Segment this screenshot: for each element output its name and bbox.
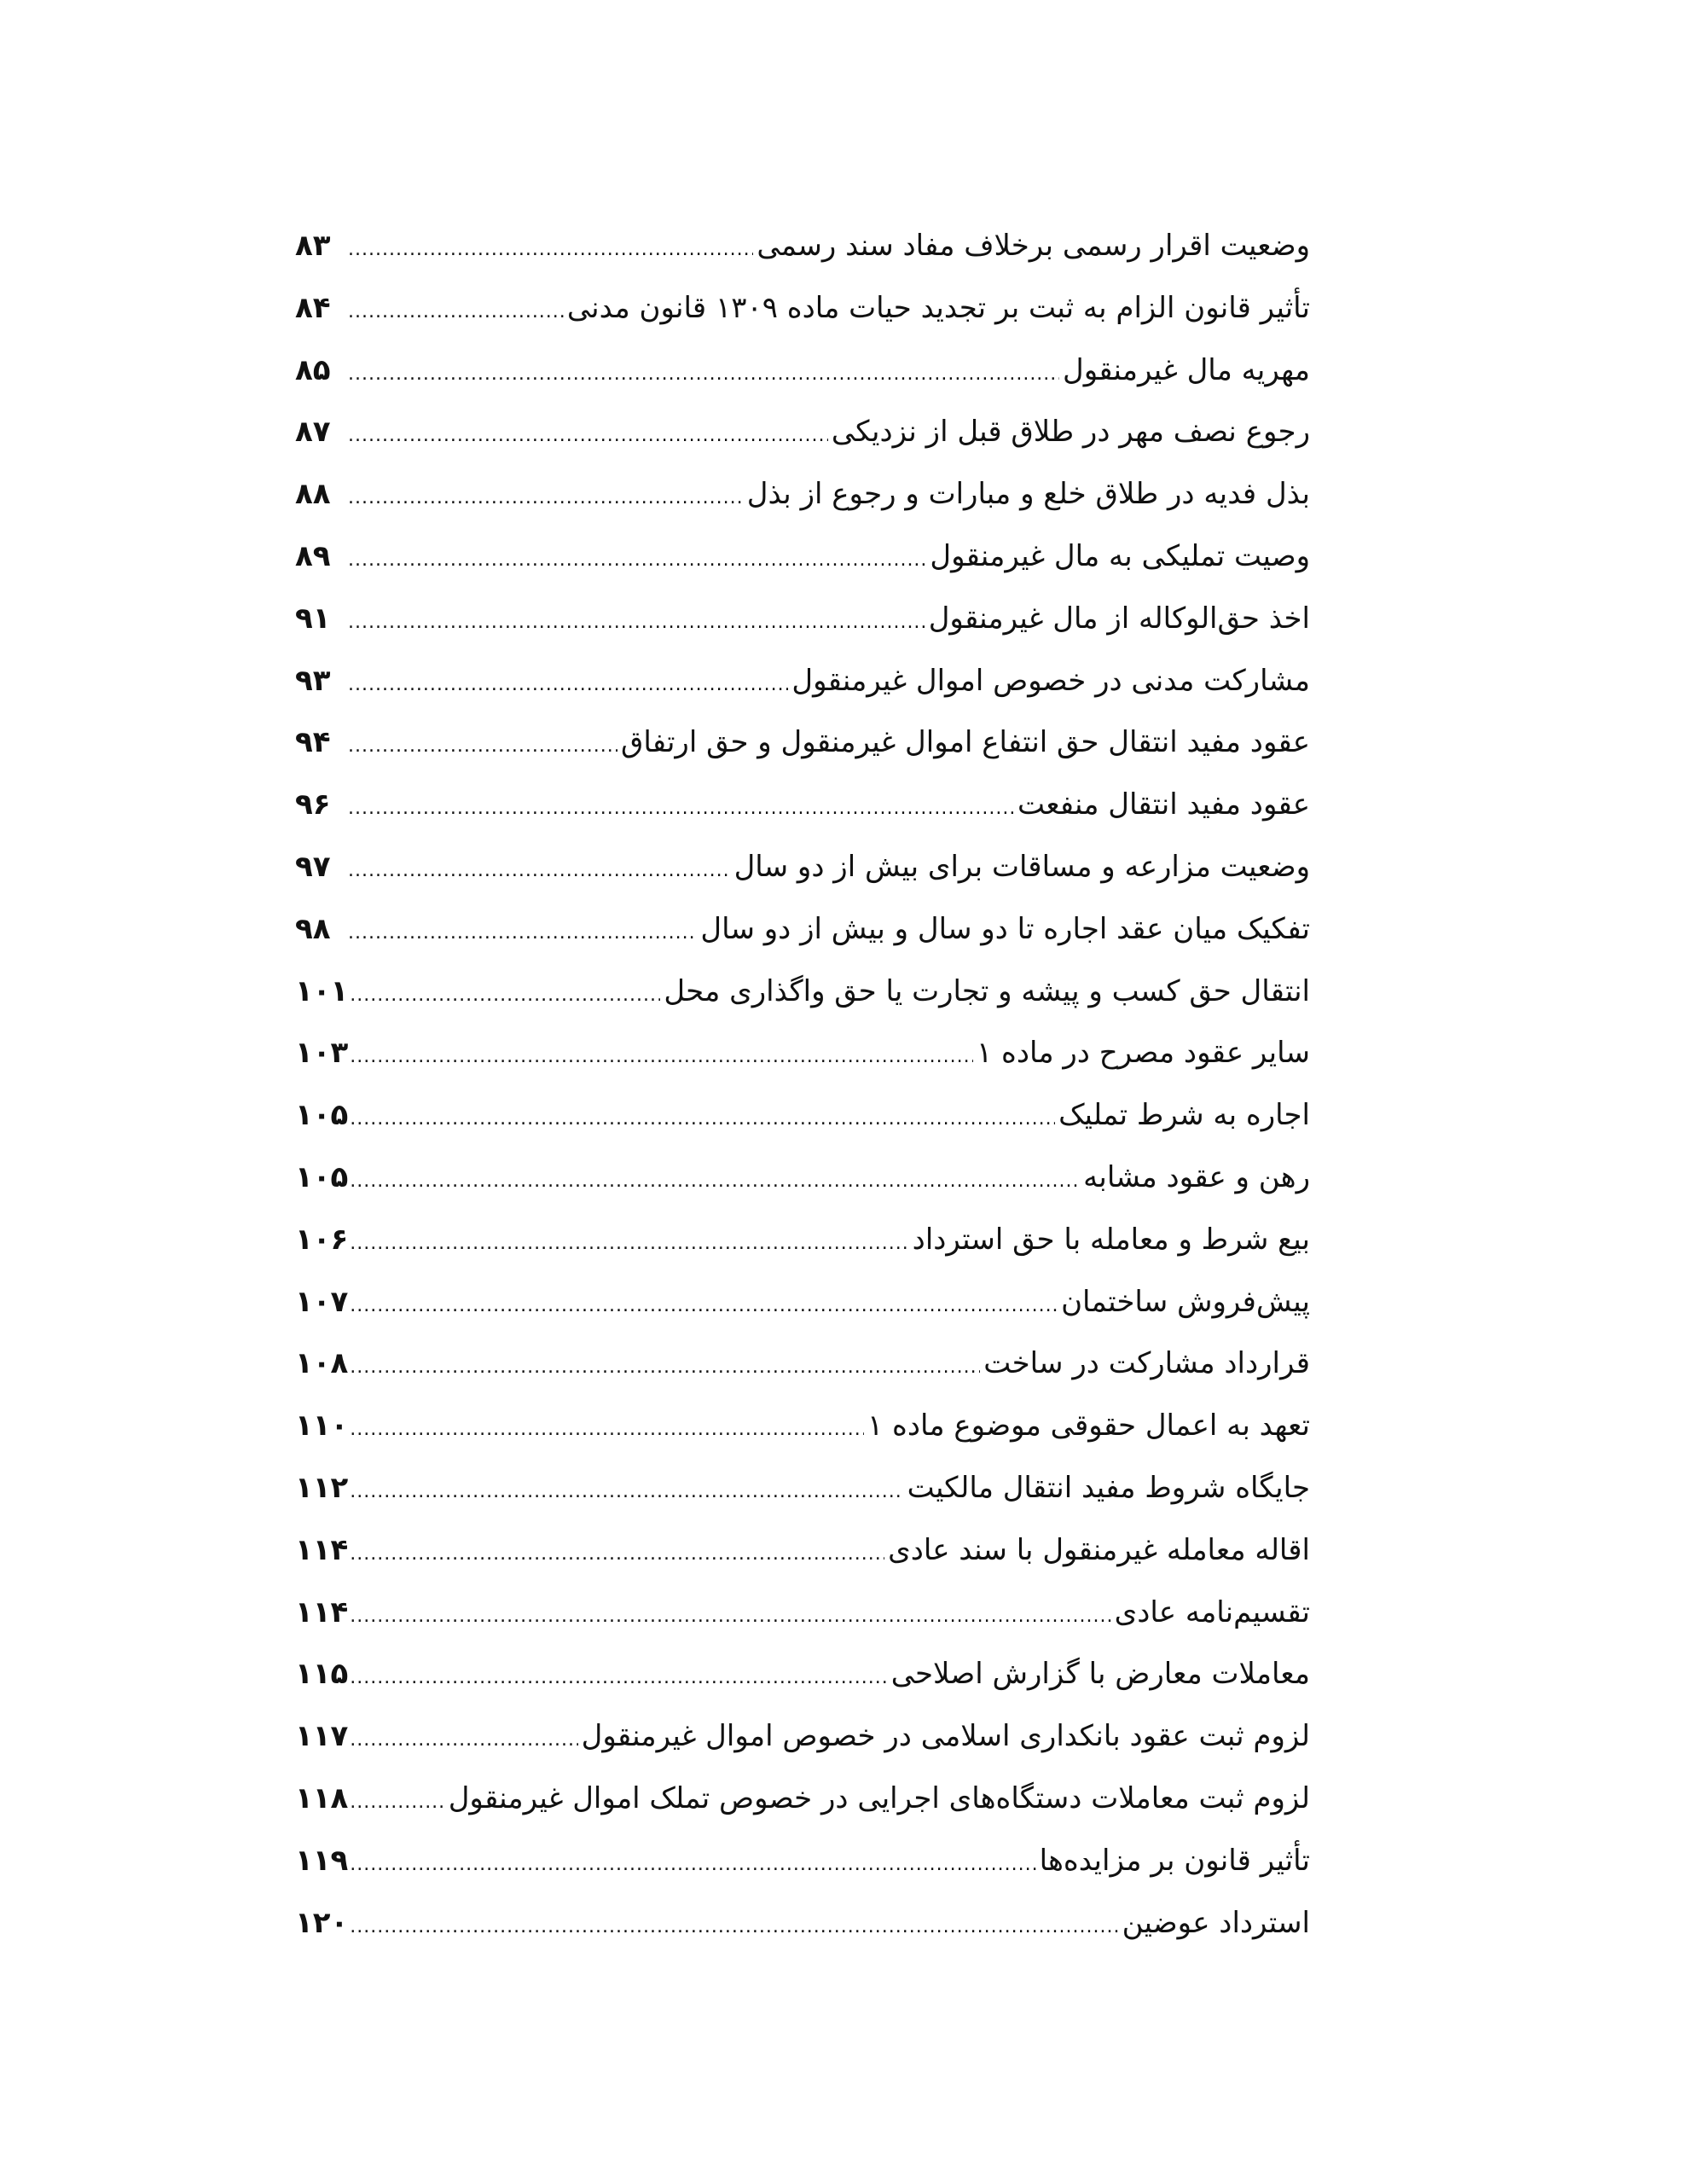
toc-entry bbox=[295, 1084, 1310, 1147]
toc-page-number: ۱۱۸ bbox=[295, 1780, 349, 1815]
toc-entry-title: انتقال حق کسب و پیشه و تجارت یا حق واگذاری محل bbox=[664, 973, 1310, 1008]
toc-dot-leader bbox=[350, 1772, 444, 1830]
toc-entry-title: تعهد به اعمال حقوقی موضوع ماده ۱ bbox=[867, 1409, 1310, 1443]
toc-entry bbox=[295, 215, 1310, 277]
toc-dot-leader bbox=[350, 1275, 1058, 1333]
toc-dot-leader bbox=[348, 716, 617, 774]
toc-entry-title: معاملات معارض با گزارش اصلاحی bbox=[890, 1657, 1310, 1692]
toc-page-number: ۹۳ bbox=[295, 663, 331, 698]
toc-page-number: ۹۴ bbox=[295, 725, 331, 760]
toc-entry bbox=[295, 1395, 1310, 1457]
toc-entry-title: قرارداد مشارکت در ساخت bbox=[983, 1346, 1310, 1381]
toc-dot-leader bbox=[348, 654, 788, 712]
toc-page-number: ۹۷ bbox=[295, 849, 331, 884]
toc-page-number: ۱۰۷ bbox=[295, 1284, 349, 1319]
toc-dot-leader bbox=[348, 840, 731, 898]
toc-entry-title: عقود مفید انتقال حق انتفاع اموال غیرمنقول و حق ارتفاق bbox=[621, 725, 1310, 760]
toc-entry bbox=[295, 1705, 1310, 1768]
toc-dot-leader bbox=[350, 965, 660, 1023]
toc-page-number: ۱۰۸ bbox=[295, 1346, 349, 1381]
toc-page-number: ۱۰۳ bbox=[295, 1036, 349, 1071]
toc-page-number: ۱۰۵ bbox=[295, 1098, 349, 1133]
toc-dot-leader bbox=[350, 1834, 1035, 1892]
toc-dot-leader bbox=[348, 344, 1059, 402]
toc-page-number: ۱۰۵ bbox=[295, 1159, 349, 1194]
toc-entry-title: اقاله معامله غیرمنقول با سند عادی bbox=[888, 1532, 1310, 1567]
toc-page-number: ۱۱۵ bbox=[295, 1657, 349, 1692]
toc-entry-title: اخذ حق‌الوکاله از مال غیرمنقول bbox=[928, 601, 1310, 636]
toc-page-number: ۸۵ bbox=[295, 352, 331, 387]
toc-entry-title: لزوم ثبت معاملات دستگاه‌های اجرایی در خصوص تملک اموال غیرمنقول bbox=[448, 1780, 1310, 1815]
toc-page-number: ۸۳ bbox=[295, 229, 331, 263]
toc-entry bbox=[295, 1147, 1310, 1209]
toc-entry bbox=[295, 401, 1310, 463]
toc-dot-leader bbox=[350, 1213, 908, 1271]
toc-entry-title: لزوم ثبت عقود بانکداری اسلامی در خصوص اموال غیرمنقول bbox=[581, 1719, 1310, 1754]
toc-dot-leader bbox=[350, 1151, 1080, 1209]
toc-page-number: ۹۸ bbox=[295, 911, 331, 946]
toc-dot-leader bbox=[350, 1089, 1055, 1147]
toc-entry bbox=[295, 774, 1310, 836]
toc-dot-leader bbox=[348, 778, 1014, 836]
toc-dot-leader bbox=[350, 1586, 1110, 1644]
toc-entry-title: تأثیر قانون بر مزایده‌ها bbox=[1039, 1843, 1310, 1878]
toc-entry-title: جایگاه شروط مفید انتقال مالکیت bbox=[907, 1470, 1310, 1505]
toc-entry-title: بیع شرط و معامله با حق استرداد bbox=[912, 1222, 1310, 1257]
toc-entry-title: تقسیم‌نامه عادی bbox=[1114, 1594, 1310, 1629]
toc-page-number: ۸۴ bbox=[295, 290, 331, 325]
toc-page-number: ۱۱۲ bbox=[295, 1470, 349, 1505]
toc-dot-leader bbox=[350, 1896, 1118, 1955]
toc-entry bbox=[295, 340, 1310, 402]
toc-entry bbox=[295, 1582, 1310, 1644]
toc-entry-title: اجاره به شرط تملیک bbox=[1058, 1098, 1310, 1133]
toc-entry bbox=[295, 1271, 1310, 1333]
toc-entry-title: مشارکت مدنی در خصوص اموال غیرمنقول bbox=[791, 663, 1310, 698]
toc-page-number: ۱۰۱ bbox=[295, 973, 349, 1008]
toc-entry-title: تفکیک میان عقد اجاره تا دو سال و بیش از دو سال bbox=[700, 911, 1310, 946]
table-of-contents bbox=[295, 215, 1310, 1954]
toc-page-number: ۹۶ bbox=[295, 787, 331, 822]
toc-entry bbox=[295, 1209, 1310, 1271]
toc-entry bbox=[295, 588, 1310, 650]
toc-entry-title: رهن و عقود مشابه bbox=[1083, 1159, 1310, 1194]
toc-entry bbox=[295, 463, 1310, 526]
toc-page-number: ۱۱۴ bbox=[295, 1532, 349, 1567]
toc-entry bbox=[295, 712, 1310, 774]
toc-dot-leader bbox=[348, 592, 925, 650]
toc-entry bbox=[295, 1022, 1310, 1084]
toc-entry-title: وضعیت اقرار رسمی برخلاف مفاد سند رسمی bbox=[757, 229, 1310, 263]
toc-dot-leader bbox=[350, 1337, 980, 1395]
toc-entry-title: وضعیت مزارعه و مساقات برای بیش از دو سال bbox=[733, 849, 1310, 884]
toc-dot-leader bbox=[350, 1710, 577, 1768]
toc-entry-title: استرداد عوضین bbox=[1122, 1905, 1310, 1940]
toc-page-number: ۱۱۰ bbox=[295, 1409, 349, 1443]
toc-entry bbox=[295, 898, 1310, 961]
toc-page-number: ۱۰۶ bbox=[295, 1222, 349, 1257]
toc-entry bbox=[295, 1830, 1310, 1892]
toc-entry bbox=[295, 1457, 1310, 1519]
toc-page-number: ۱۱۷ bbox=[295, 1719, 349, 1754]
toc-entry-title: پیش‌فروش ساختمان bbox=[1061, 1284, 1310, 1319]
toc-page-number: ۸۷ bbox=[295, 415, 331, 450]
toc-entry-title: مهریه مال غیرمنقول bbox=[1063, 352, 1310, 387]
toc-dot-leader bbox=[350, 1399, 864, 1457]
toc-entry-title: تأثیر قانون الزام به ثبت بر تجدید حیات ماده ۱۳۰۹ قانون مدنی bbox=[566, 290, 1310, 325]
toc-dot-leader bbox=[350, 1647, 887, 1705]
toc-dot-leader bbox=[348, 219, 753, 277]
toc-entry bbox=[295, 650, 1310, 712]
toc-dot-leader bbox=[348, 530, 926, 588]
toc-dot-leader bbox=[348, 903, 697, 961]
toc-entry bbox=[295, 1768, 1310, 1830]
toc-dot-leader bbox=[350, 1026, 973, 1084]
toc-dot-leader bbox=[348, 282, 564, 340]
toc-page-number: ۸۹ bbox=[295, 538, 331, 573]
toc-entry-title: رجوع نصف مهر در طلاق قبل از نزدیکی bbox=[831, 415, 1310, 450]
toc-entry bbox=[295, 277, 1310, 340]
toc-entry bbox=[295, 961, 1310, 1023]
toc-dot-leader bbox=[350, 1461, 903, 1519]
toc-entry bbox=[295, 526, 1310, 588]
toc-dot-leader bbox=[348, 468, 744, 526]
toc-entry-title: سایر عقود مصرح در ماده ۱ bbox=[976, 1036, 1310, 1071]
toc-entry bbox=[295, 1519, 1310, 1582]
toc-dot-leader bbox=[348, 405, 828, 463]
toc-entry bbox=[295, 836, 1310, 898]
toc-page-number: ۱۲۰ bbox=[295, 1905, 349, 1940]
toc-page-number: ۹۱ bbox=[295, 601, 331, 636]
toc-entry bbox=[295, 1892, 1310, 1955]
toc-entry-title: بذل فدیه در طلاق خلع و مبارات و رجوع از بذل bbox=[746, 477, 1310, 512]
toc-page-number: ۱۱۹ bbox=[295, 1843, 349, 1878]
toc-dot-leader bbox=[350, 1524, 884, 1582]
toc-entry-title: وصیت تملیکی به مال غیرمنقول bbox=[930, 538, 1310, 573]
toc-page-number: ۱۱۴ bbox=[295, 1594, 349, 1629]
toc-entry-title: عقود مفید انتقال منفعت bbox=[1017, 787, 1310, 822]
toc-entry bbox=[295, 1643, 1310, 1705]
toc-entry bbox=[295, 1333, 1310, 1395]
toc-page-number: ۸۸ bbox=[295, 477, 331, 512]
